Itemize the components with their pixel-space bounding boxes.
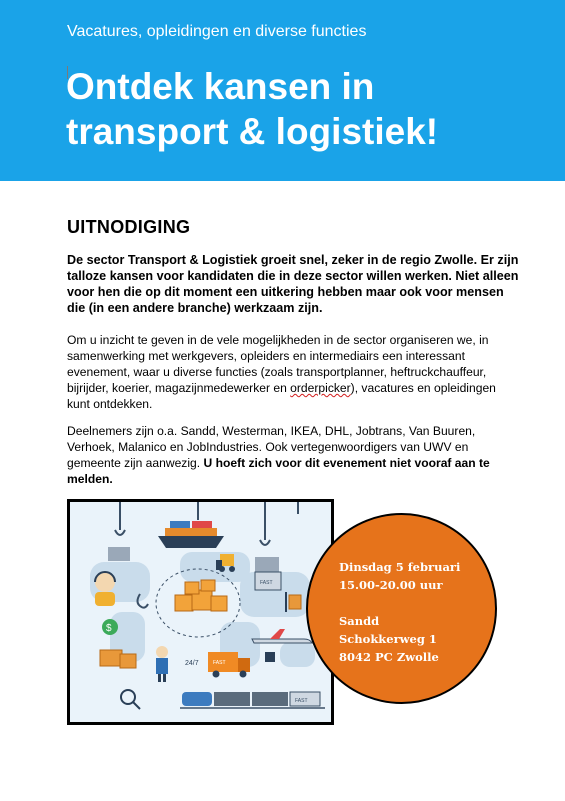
event-time: 15.00-20.00 uur (339, 578, 443, 592)
cargo-ship-icon (158, 521, 224, 548)
customer-service-icon (95, 572, 115, 606)
intro-paragraph: De sector Transport & Logistiek groeit snel, zeker in de regio Zwolle. Er zijn talloze kansen voor kandidaten die in deze sector willen werken. Niet alleen voor hen die op dit moment een uitkering hebben maar ook voor mensen die (in een andere branche) werkzaam zijn. (67, 253, 519, 315)
body-paragraph-2-text: Deelnemers zijn o.a. Sandd, Westerman, IKEA, DHL, Jobtrans, Van Buuren, Verhoek, Malanico en JobIndustries. Ook vertegenwoordigers van UWV en gemeente zijn aanwezig. (67, 424, 476, 470)
svg-text:FAST: FAST (295, 698, 308, 704)
header-title: Ontdek kansen in transport & logistiek! (66, 66, 439, 152)
event-city: 8042 PC Zwolle (339, 650, 439, 664)
body-paragraph-1 (67, 332, 522, 412)
event-details (339, 558, 489, 666)
event-date: Dinsdag 5 februari (339, 560, 461, 574)
airplane-icon (252, 629, 312, 643)
stacked-boxes-icon (175, 580, 227, 611)
container-icon (255, 572, 281, 590)
event-street: Schokkerweg 1 (339, 632, 437, 646)
hanging-container-icon (255, 557, 279, 573)
money-icon (102, 619, 118, 635)
body-paragraph-1-text-b: ), vacatures en opleidingen kunt ontdekken. (67, 381, 496, 411)
hanging-container-icon (108, 547, 130, 561)
body-paragraph-1-text-a: Om u inzicht te geven in de vele mogelijkheden in de sector organiseren we, in samenwerking met werkgevers, opleiders en intermediairs een interessant evenement, waar u diverse functies (zoals transportplanner, heftruckchauffeur, bijrijder, koerier, magazijnmedewerker en (67, 333, 489, 395)
svg-text:FAST: FAST (260, 580, 273, 586)
magnifier-icon (121, 690, 140, 709)
spellcheck-underlined-word: orderpicker (290, 381, 351, 395)
logistics-illustration-graphic (70, 502, 331, 722)
train-icon (180, 692, 325, 708)
body-paragraph-2 (67, 423, 522, 487)
header-subtitle: Vacatures, opleidingen en diverse functies (67, 23, 367, 40)
location-pin-icon (265, 652, 275, 662)
event-spacer (339, 594, 489, 612)
event-venue: Sandd (339, 614, 380, 628)
svg-text:$: $ (106, 623, 112, 634)
courier-icon (156, 646, 168, 682)
body-paragraph-2-bold: U hoeft zich voor dit evenement niet vooraf aan te melden. (67, 456, 490, 486)
247-label: 24/7 (185, 660, 199, 667)
logistics-illustration (67, 499, 334, 725)
svg-text:FAST: FAST (213, 660, 226, 666)
header-banner (0, 0, 565, 181)
invitation-heading: UITNODIGING (67, 217, 191, 237)
